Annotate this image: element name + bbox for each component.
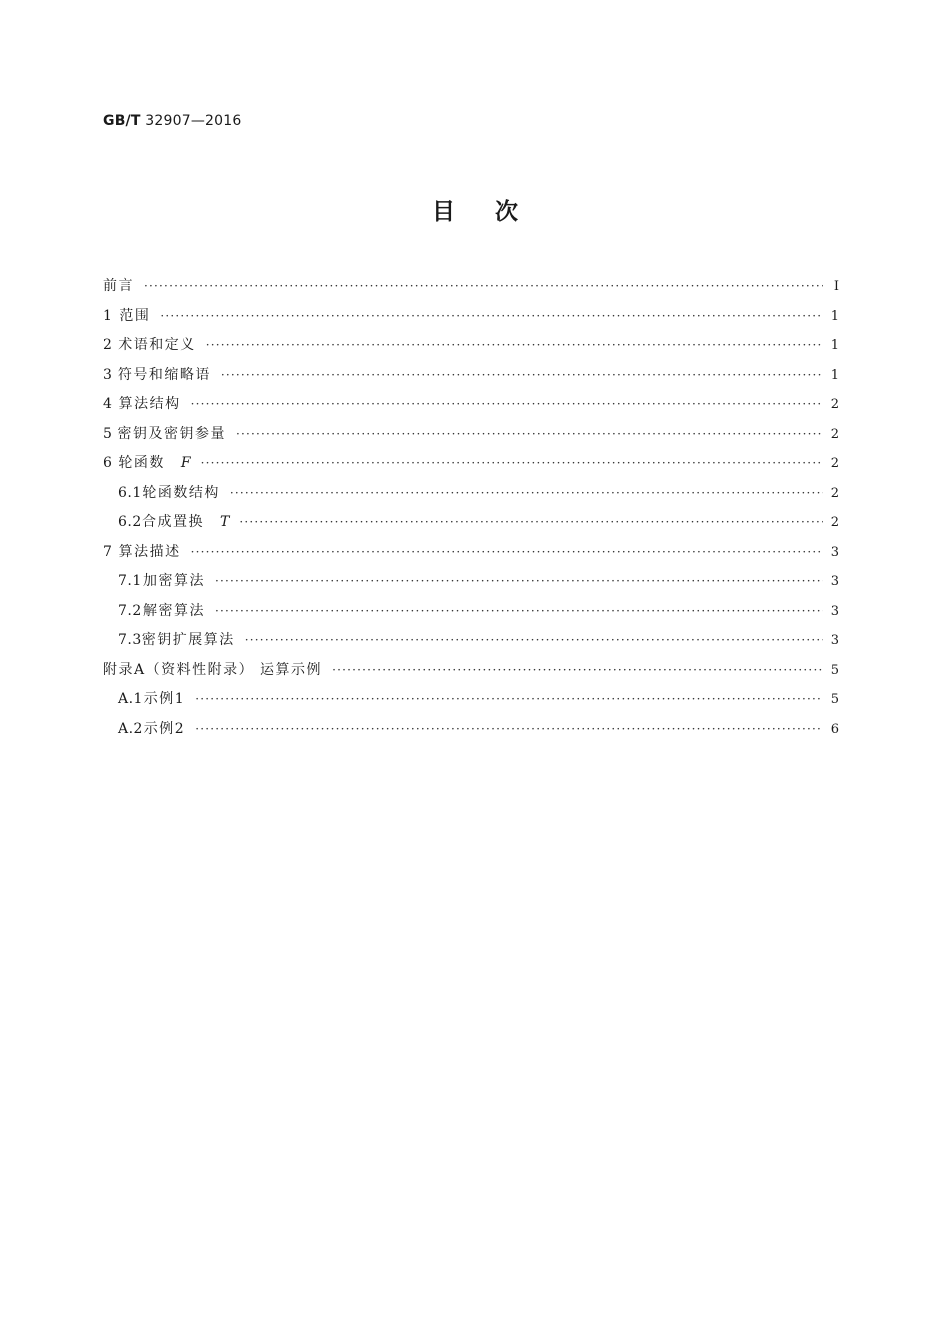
standard-prefix: GB/T xyxy=(103,113,141,129)
toc-dot-leader xyxy=(245,626,823,656)
toc-entry-number: 3 xyxy=(103,366,113,383)
toc-entry-label xyxy=(142,479,220,509)
toc-dot-leader xyxy=(230,479,823,509)
toc-entry-page: 1 xyxy=(830,338,839,353)
toc-dot-leader xyxy=(239,508,822,538)
toc-entry-number: 6 xyxy=(103,455,113,471)
toc-entry-label xyxy=(103,272,134,302)
toc-entry-label xyxy=(142,508,229,538)
toc-entry-page: 5 xyxy=(830,692,839,707)
toc-dot-leader xyxy=(144,272,823,302)
toc-entry[interactable] xyxy=(103,715,839,745)
toc-entry-label xyxy=(119,390,181,420)
toc-dot-leader xyxy=(236,420,823,450)
toc-entry-label xyxy=(118,331,196,361)
toc-entry-number: 6.1 xyxy=(118,484,142,501)
toc-entry-number: 7.1 xyxy=(118,573,142,589)
standard-code: 32907—2016 xyxy=(145,113,242,129)
toc-entry-number: 2 xyxy=(103,337,113,353)
toc-entry-label xyxy=(118,361,211,391)
toc-entry-label xyxy=(119,538,181,568)
toc-entry[interactable] xyxy=(103,626,839,656)
toc-dot-leader xyxy=(195,715,823,745)
toc-entry-label xyxy=(118,449,190,479)
toc-entry[interactable] xyxy=(103,656,839,686)
toc-entry-page: 1 xyxy=(830,308,839,324)
toc-entry[interactable] xyxy=(103,685,839,715)
toc-entry-label xyxy=(119,302,150,332)
toc-dot-leader xyxy=(206,331,823,361)
toc-entry-page: 3 xyxy=(830,544,839,560)
toc-dot-leader xyxy=(191,538,823,568)
toc-entry-label xyxy=(143,597,205,627)
toc-entry-number: 7 xyxy=(103,543,113,560)
toc-dot-leader xyxy=(215,597,823,627)
toc-entry-label-text: 附录A（资料性附录） 运算示例 xyxy=(103,661,323,678)
toc-entry-page: 3 xyxy=(830,603,839,619)
toc-entry-label-text: 轮函数 xyxy=(118,455,165,471)
toc-entry-symbol: F xyxy=(180,455,191,471)
toc-entry[interactable] xyxy=(103,449,839,479)
toc-entry-symbol: T xyxy=(219,514,230,530)
toc-title: 目次 xyxy=(432,199,558,225)
toc-entry-page: Ⅰ xyxy=(833,279,839,294)
toc-dot-leader xyxy=(215,567,823,597)
toc-entry-page: 2 xyxy=(830,426,839,442)
standard-number xyxy=(103,113,241,129)
toc-entry-number: 7.3 xyxy=(118,632,142,648)
toc-entry-label-text: 示例2 xyxy=(143,720,186,737)
toc-entry[interactable] xyxy=(103,538,839,568)
toc-entry-label-text: 示例1 xyxy=(143,691,186,707)
toc-entry-page: 3 xyxy=(830,633,839,648)
toc-entry-label-text: 范围 xyxy=(119,307,151,324)
toc-entry-number: 4 xyxy=(103,396,113,412)
toc-entry-label-text: 前言 xyxy=(103,278,134,294)
toc-entry-label-text: 密钥扩展算法 xyxy=(141,632,235,648)
toc-entry-number: A.1 xyxy=(118,691,143,707)
toc-entry-page: 2 xyxy=(830,456,839,471)
toc-entry[interactable] xyxy=(103,272,839,302)
toc-entry[interactable] xyxy=(103,361,839,391)
toc-dot-leader xyxy=(332,656,823,686)
toc-entry-label-text: 算法结构 xyxy=(118,396,181,412)
toc-entry-number: 6.2 xyxy=(118,514,142,530)
toc-entry-label-text: 术语和定义 xyxy=(118,337,196,353)
toc-entry-number: 1 xyxy=(103,307,113,324)
toc-entry-label xyxy=(143,567,205,597)
toc-entry-label-text: 合成置换 xyxy=(141,514,204,530)
toc-entry-label xyxy=(142,626,235,656)
toc-entry-page: 3 xyxy=(830,574,839,589)
toc-entry-label xyxy=(103,656,322,686)
toc-entry-page: 2 xyxy=(830,397,839,412)
toc-entry-label-text: 解密算法 xyxy=(142,602,205,619)
toc-entry-label-text: 加密算法 xyxy=(142,573,205,589)
toc-entry[interactable] xyxy=(103,420,839,450)
toc-entry-number: 7.2 xyxy=(118,602,142,619)
toc-entry-number: A.2 xyxy=(118,720,143,737)
toc-entry-page: 6 xyxy=(830,721,839,737)
toc-entry[interactable] xyxy=(103,597,839,627)
toc-entry-label-text: 符号和缩略语 xyxy=(117,366,211,383)
toc-dot-leader xyxy=(201,449,823,479)
toc-dot-leader xyxy=(191,390,823,420)
toc-dot-leader xyxy=(160,302,822,332)
toc-entry-label xyxy=(144,715,185,745)
toc-entry-label-text: 轮函数结构 xyxy=(142,484,220,501)
toc-entry-label xyxy=(144,685,185,715)
toc-entry[interactable] xyxy=(103,331,839,361)
toc-dot-leader xyxy=(221,361,823,391)
toc-entry-label-text: 算法描述 xyxy=(118,543,181,560)
toc-entry-number: 5 xyxy=(103,425,113,442)
toc-entry-page: 5 xyxy=(830,662,839,678)
toc-entry[interactable] xyxy=(103,479,839,509)
toc-entry-label-text: 密钥及密钥参量 xyxy=(117,425,226,442)
toc-entry[interactable] xyxy=(103,302,839,332)
toc-entry[interactable] xyxy=(103,508,839,538)
table-of-contents xyxy=(103,272,839,744)
toc-entry[interactable] xyxy=(103,567,839,597)
toc-entry-page: 2 xyxy=(830,515,839,530)
toc-entry-label xyxy=(117,420,226,450)
toc-entry-page: 1 xyxy=(830,367,839,383)
toc-entry[interactable] xyxy=(103,390,839,420)
toc-dot-leader xyxy=(195,685,823,715)
toc-entry-page: 2 xyxy=(830,485,839,501)
